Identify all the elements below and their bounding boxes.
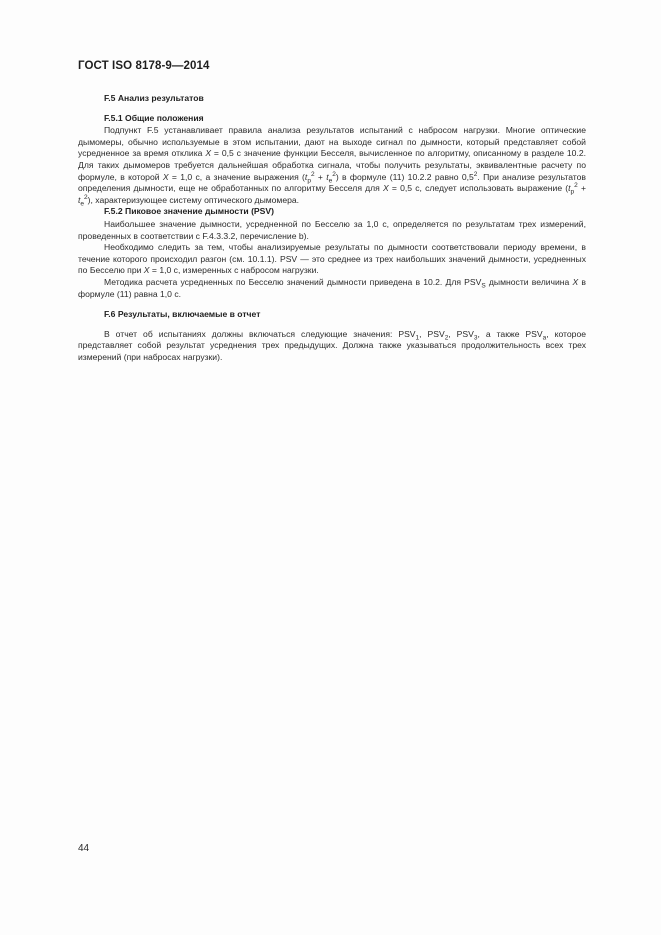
subscript-e: e	[328, 177, 333, 185]
text-run: Методика расчета усредненных по Бесселю значений дымности приведена в 10.2. Для PSV	[104, 276, 482, 287]
document-header: ГОСТ ISO 8178-9—2014	[78, 60, 210, 72]
variable-x: X	[143, 265, 150, 276]
variable-t: t	[78, 194, 81, 205]
subsection-heading-f52: F.5.2 Пиковое значение дымности (PSV)	[104, 206, 274, 217]
text-run: , PSV	[419, 328, 445, 339]
text-run: Необходимо следить за тем, чтобы анализируемые результаты по дымности соответствовали периоду времени, в течение которого происходил разгон (см. 10.1.1). PSV — это среднее из трех наибольших значений дымности, усредненных по Бесселю при	[78, 242, 586, 276]
paragraph-f52-2	[78, 242, 586, 277]
variable-x: X	[572, 276, 579, 287]
section-heading-f6: F.6 Результаты, включаемые в отчет	[104, 309, 261, 320]
superscript-2: 2	[332, 170, 336, 178]
subscript-2: 2	[444, 334, 449, 342]
variable-t: t	[326, 171, 329, 182]
superscript-2: 2	[310, 170, 315, 178]
paragraph-f52-1: Наибольшее значение дымности, усредненной по Бесселю за 1,0 с, определяется по результатам трех измерений, проведенных в соответствии с F.4.3.3.2, перечисление b).	[78, 218, 586, 241]
subscript-s: S	[481, 282, 486, 290]
variable-x: X	[383, 183, 389, 194]
subscript-1: 1	[415, 334, 420, 342]
paragraph-f6	[78, 329, 586, 364]
text-run: , которое представляет собой результат усреднения трех предыдущих. Должна также указываться продолжительность всех трех измерений (при набросах нагрузки).	[78, 328, 587, 362]
subscript-3: 3	[473, 334, 478, 342]
subscript-e: e	[80, 200, 85, 208]
section-heading-f5: F.5 Анализ результатов	[104, 93, 204, 103]
text-run: = 1,0 с, измеренных с набросом нагрузки.	[149, 265, 319, 276]
text-run: = 1,0 с, а значение выражения (	[168, 171, 305, 182]
text-run: ), характеризующее систему оптического дымомера.	[87, 194, 300, 205]
text-run: дымности величина	[485, 276, 573, 287]
paragraph-f51	[78, 125, 586, 206]
text-run: Подпункт F.5 устанавливает правила анализа результатов испытаний с набросом нагрузки. Многие оптические дымомеры, обычно используемые в этом испытании, дают на выходе сигнал по дымности, который представляет собой усредненное за время отклика	[78, 125, 586, 159]
text-run: +	[314, 171, 327, 182]
page-number: 44	[78, 843, 90, 854]
subscript-a: a	[542, 334, 547, 342]
superscript-2: 2	[574, 182, 578, 190]
variable-t: t	[568, 183, 571, 194]
text-run: , а также PSV	[477, 328, 543, 339]
text-run: В отчет об испытаниях должны включаться следующие значения: PSV	[104, 328, 416, 339]
text-run: , PSV	[448, 328, 474, 339]
text-run: в формуле (11) равна 1,0 с.	[78, 276, 586, 299]
subscript-p: p	[570, 188, 575, 196]
paragraph-f52-3	[78, 277, 586, 300]
text-run: = 0,5 с значение функции Бесселя, вычисленное по алгоритму, описанному в разделе 10.2. Для таких дымомеров требуется дальнейшая обработка сигнала, чтобы получить результаты, эквивалентные расчету по формуле, в которой	[78, 148, 586, 182]
variable-x: X	[205, 148, 212, 159]
variable-x: X	[162, 171, 169, 182]
document-body	[78, 93, 586, 363]
subscript-p: p	[307, 177, 311, 185]
text-run: . При анализе результатов определения дымности, еще не обработанных по алгоритму Бесселя для	[78, 171, 586, 194]
superscript-2: 2	[84, 193, 88, 201]
text-run: ) в формуле (11) 10.2.2 равно 0,5	[335, 171, 474, 182]
variable-t: t	[304, 171, 308, 182]
superscript-2: 2	[473, 170, 478, 178]
text-run: +	[577, 183, 586, 194]
subsection-heading-f51: F.5.1 Общие положения	[104, 112, 204, 123]
text-run: = 0,5 с, следует использовать выражение (	[388, 183, 569, 194]
